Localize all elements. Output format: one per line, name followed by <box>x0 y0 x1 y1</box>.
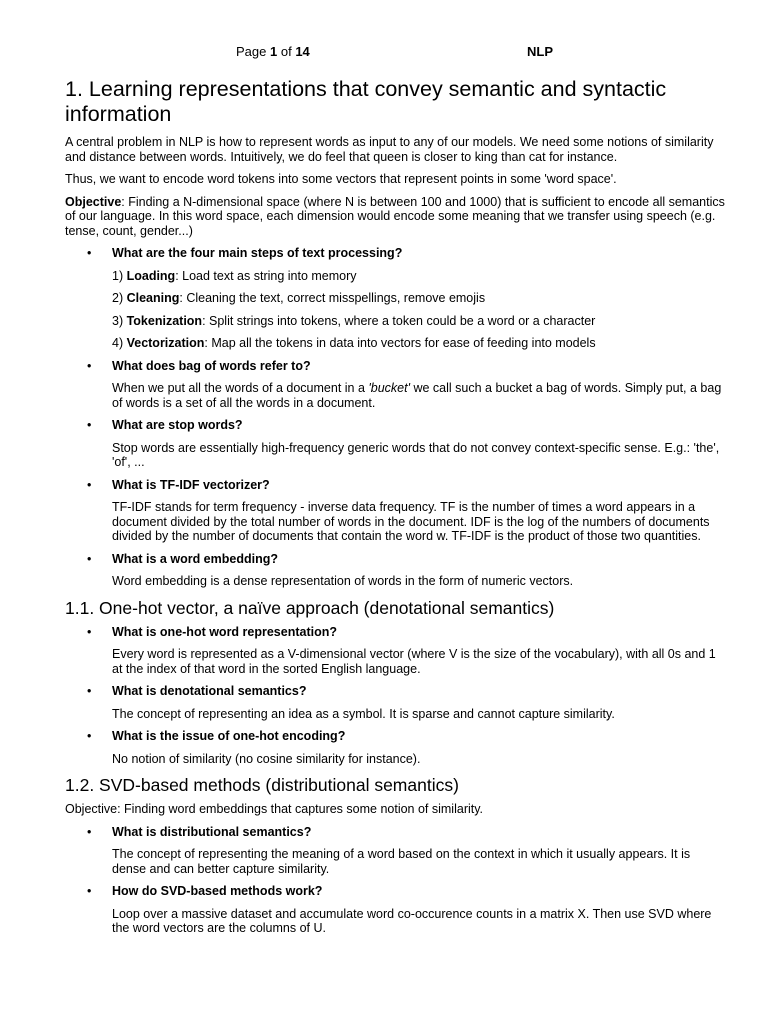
objective-text: : Finding a N-dimensional space (where N is between 100 and 1000) that is sufficient to encode all semantics of our language. In this word space, each dimension would encode some meaning that we transfer using speech (e.g. tense, count, gender...) <box>65 194 725 238</box>
answer-one-hot: Every word is represented as a V-dimensional vector (where V is the size of the vocabulary), with all 0s and 1 at the index of that word in the sorted English language. <box>112 647 716 676</box>
objective-paragraph <box>65 195 725 239</box>
emphasis-text: 'bucket' <box>368 381 410 395</box>
step-text: : Cleaning the text, correct misspellings, remove emojis <box>179 291 486 305</box>
step-label: Vectorization <box>126 336 205 350</box>
section-1-heading: 1. Learning representations that convey semantic and syntactic information <box>65 77 667 126</box>
step-item <box>65 314 725 329</box>
objective-label: Objective <box>65 194 122 209</box>
answer-denotational: The concept of representing an idea as a symbol. It is sparse and cannot capture similarity. <box>112 706 615 721</box>
answer-one-hot-issue: No notion of similarity (no cosine similarity for instance). <box>112 751 421 766</box>
intro-paragraph: A central problem in NLP is how to represent words as input to any of our models. We need some notions of similarity and distance between words. Intuitively, we do feel that queen is closer to king than cat for instance. <box>65 135 714 164</box>
question-text-processing-steps: • What are the four main steps of text processing? <box>65 246 725 261</box>
question-one-hot-issue: • What is the issue of one-hot encoding? <box>65 729 725 744</box>
question-bag-of-words: • What does bag of words refer to? <box>65 359 725 374</box>
answer-word-embedding: Word embedding is a dense representation of words in the form of numeric vectors. <box>112 574 574 588</box>
document-body <box>65 77 725 944</box>
page-label: Page <box>236 44 267 59</box>
question-distributional: • What is distributional semantics? <box>65 825 725 840</box>
step-text: : Split strings into tokens, where a token could be a word or a character <box>202 313 596 328</box>
step-item <box>65 336 725 351</box>
question-tfidf: • What is TF-IDF vectorizer? <box>65 478 725 493</box>
step-label: Cleaning <box>126 291 180 305</box>
question-word-embedding: • What is a word embedding? <box>65 552 725 567</box>
answer-stop-words: Stop words are essentially high-frequency generic words that do not convey context-specific sense. E.g.: 'the', 'of', ... <box>112 440 720 469</box>
question-svd: • How do SVD-based methods work? <box>65 884 725 899</box>
document-title: NLP <box>527 44 553 59</box>
section-1-2-heading: 1.2. SVD-based methods (distributional semantics) <box>65 775 459 795</box>
page-number: 1 <box>270 44 278 59</box>
of-label: of <box>280 44 292 59</box>
step-text: : Load text as string into memory <box>175 268 357 283</box>
answer-text: When we put all the words of a document in a <box>112 381 369 395</box>
answer-text: we call such a bucket a bag of words. Simply put, a bag of words is a set of all the words in a document. <box>112 381 722 410</box>
step-number: 1) <box>112 268 127 283</box>
question-one-hot: • What is one-hot word representation? <box>65 625 725 640</box>
step-number: 3) <box>112 313 127 328</box>
svd-objective-paragraph: Objective: Finding word embeddings that captures some notion of similarity. <box>65 802 484 816</box>
answer-distributional: The concept of representing the meaning of a word based on the context in which it usually appears. It is dense and can better capture similarity. <box>112 847 691 876</box>
page-total: 14 <box>295 44 310 59</box>
step-item <box>65 291 725 306</box>
section-1-1-heading: 1.1. One-hot vector, a naïve approach (denotational semantics) <box>65 597 555 618</box>
question-denotational: • What is denotational semantics? <box>65 684 725 699</box>
answer-tfidf: TF-IDF stands for term frequency - inverse data frequency. TF is the number of times a word appears in a document divided by the total number of words in the document. IDF is the log of the numbers of documents divided by the number of documents that contain the word w. TF-IDF is the product of those two quantities. <box>112 500 710 543</box>
page-counter <box>236 44 310 59</box>
step-item <box>65 269 725 284</box>
page-header <box>0 44 768 62</box>
word-space-paragraph: Thus, we want to encode word tokens into some vectors that represent points in some 'word space'. <box>65 172 617 186</box>
step-number: 2) <box>112 291 127 305</box>
answer-svd: Loop over a massive dataset and accumulate word co-occurence counts in a matrix X. Then use SVD where the word vectors are the columns of U. <box>112 906 712 935</box>
answer-bag-of-words <box>65 381 725 410</box>
question-stop-words: • What are stop words? <box>65 418 725 433</box>
step-number: 4) <box>112 336 127 350</box>
step-text: : Map all the tokens in data into vectors for ease of feeding into models <box>204 336 596 350</box>
step-label: Loading <box>126 268 176 283</box>
step-label: Tokenization <box>126 313 203 328</box>
